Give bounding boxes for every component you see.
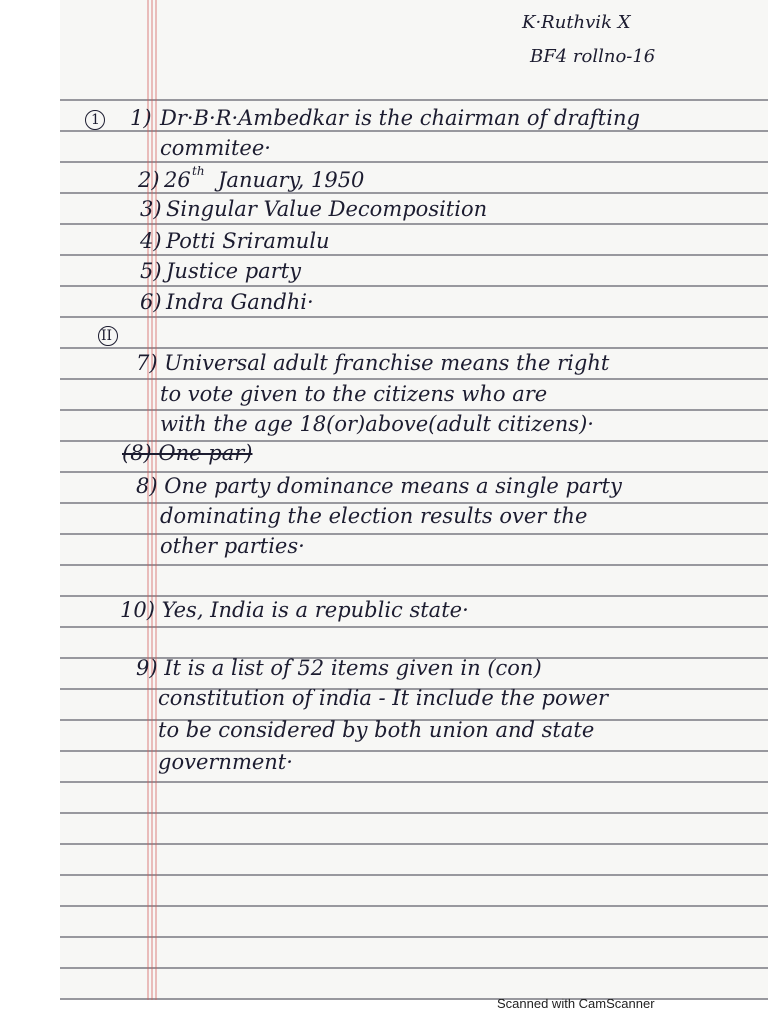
answer-1-continued: commitee·	[160, 136, 271, 160]
answer-8-line-2: dominating the election results over the	[160, 504, 588, 528]
student-name: K·Ruthvik X	[522, 12, 631, 33]
answer-1-text: Dr·B·R·Ambedkar is the chairman of drafting	[160, 106, 640, 130]
answer-5-number: 5)	[140, 259, 162, 283]
answer-2-number: 2)	[138, 168, 160, 192]
answer-9-line-4: government·	[158, 750, 293, 774]
class-roll-number: BF4 rollno-16	[530, 46, 656, 67]
notebook-page	[60, 0, 768, 1000]
answer-6-text: Indra Gandhi·	[166, 290, 314, 314]
answer-2-superscript: th	[192, 164, 205, 178]
answer-9-line-2: constitution of india - It include the power	[158, 686, 609, 710]
answer-3-number: 3)	[140, 197, 162, 221]
answer-4-number: 4)	[140, 229, 162, 253]
answer-7-line-3: with the age 18(or)above(adult citizens)·	[160, 412, 594, 436]
struck-out-answer: (8) One par)	[122, 441, 253, 465]
answer-7-line-2: to vote given to the citizens who are	[160, 382, 548, 406]
answer-4-text: Potti Sriramulu	[166, 229, 330, 253]
answer-2-date: January, 1950	[218, 168, 365, 192]
answer-10: 10) Yes, India is a republic state·	[120, 598, 469, 622]
scanner-watermark: Scanned with CamScanner	[497, 996, 655, 1011]
section-marker-2: II	[101, 328, 113, 344]
answer-5-text: Justice party	[166, 259, 302, 283]
answer-9-line-3: to be considered by both union and state	[158, 718, 595, 742]
answer-3-text: Singular Value Decomposition	[166, 197, 488, 221]
answer-7-line-1: 7) Universal adult franchise means the right	[136, 351, 610, 375]
answer-9-line-1: 9) It is a list of 52 items given in (con)	[136, 656, 542, 680]
answer-2-day: 26	[164, 168, 191, 192]
answer-8-line-3: other parties·	[160, 534, 305, 558]
section-marker-1: 1	[91, 112, 100, 128]
answer-6-number: 6)	[140, 290, 162, 314]
answer-8-line-1: 8) One party dominance means a single party	[136, 474, 622, 498]
answer-1-number: 1)	[130, 106, 152, 130]
